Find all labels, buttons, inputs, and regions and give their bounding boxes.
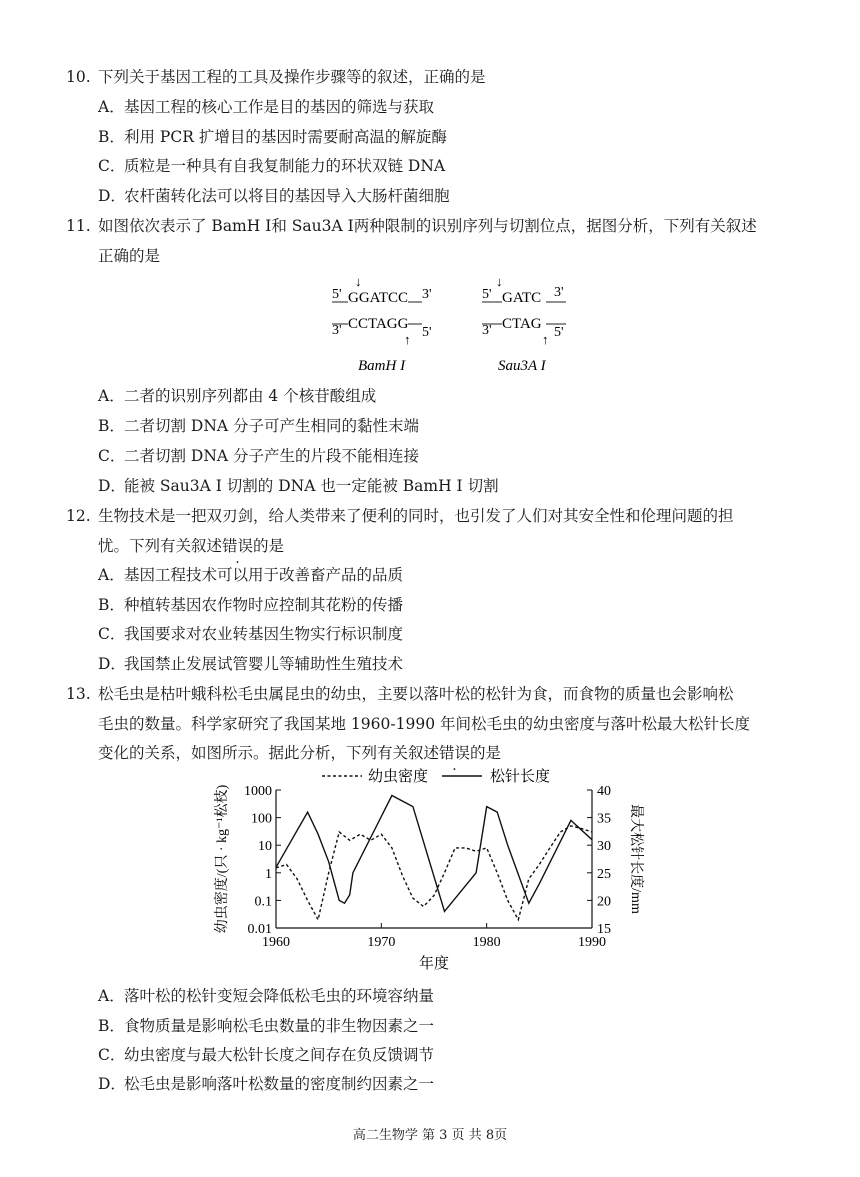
cut-arrow-down-icon: ↓ [496, 274, 503, 289]
legend-label: 松针长度 [490, 769, 551, 785]
option-a [98, 561, 403, 591]
option-letter: D． [98, 477, 126, 495]
enzyme-label: Sau3A I [498, 358, 546, 374]
prime-3: 3' [482, 323, 492, 338]
option-c [98, 620, 403, 650]
y-left-tick-label: 100 [251, 811, 272, 827]
option-b [98, 591, 403, 621]
emphasis-text: 错误 [222, 537, 254, 555]
y-right-tick-label: 35 [597, 811, 611, 827]
option-a [98, 93, 434, 123]
option-letter: C． [98, 157, 126, 175]
legend-label: 幼虫密度 [368, 769, 429, 785]
question-stem: 下列关于基因工程的工具及操作步骤等的叙述，正确的是 [98, 68, 486, 86]
chart-legend [322, 767, 550, 785]
option-text: 食物质量是影响松毛虫数量的非生物因素之一 [124, 1017, 435, 1035]
y-right-tick-label: 40 [597, 784, 611, 799]
page-footer: 高二生物学 第 3 页 共 8页 [352, 1128, 508, 1143]
option-text: 农杆菌转化法可以将目的基因导入大肠杆菌细胞 [124, 187, 450, 205]
x-tick-label: 1980 [472, 935, 501, 950]
question-stem: 松毛虫是枯叶蛾科松毛虫属昆虫的幼虫，主要以落叶松的松针为食，而食物的质量也会影响松 [98, 685, 734, 703]
stem-text: 变化的关系，如图所示。据此分析，下列有关叙述 [98, 744, 440, 762]
prime-3: 3' [422, 287, 432, 302]
y-left-tick-label: 0.01 [247, 922, 272, 937]
option-b [98, 412, 419, 442]
option-letter: D． [98, 655, 126, 673]
option-text: 基因工程技术可以用于改善畜产品的品质 [124, 566, 404, 584]
option-text: 利用 PCR 扩增目的基因时需要耐高温的解旋酶 [124, 128, 447, 146]
sau3ai-site [482, 274, 566, 374]
option-text: 种植转基因农作物时应控制其花粉的传播 [124, 596, 404, 614]
option-a [98, 382, 376, 412]
option-c [98, 152, 445, 182]
x-tick-label: 1960 [262, 935, 290, 950]
top-strand: GGATCC [348, 290, 409, 306]
question-stem-continued: 毛虫的数量。科学家研究了我国某地 1960-1990 年间松毛虫的幼虫密度与落叶松最大松针长度 [98, 715, 750, 733]
cut-arrow-up-icon: ↑ [404, 332, 411, 347]
y-axis-right-label: 最大松针长度/mm [628, 804, 643, 914]
question-stem-continued [98, 739, 501, 769]
y-axis-left-label: 幼虫密度/(只 · kg⁻¹松枝) [215, 784, 230, 934]
question-stem: 如图依次表示了 BamH I和 Sau3A I两种限制的识别序列与切割位点，据图分析，下列有关叙述 [98, 217, 757, 235]
y-right-tick-label: 15 [597, 922, 611, 937]
option-text: 我国禁止发展试管婴儿等辅助性生殖技术 [124, 655, 404, 673]
prime-3: 3' [554, 285, 564, 300]
option-text: 二者的识别序列都由 4 个核苷酸组成 [124, 387, 377, 405]
prime-5: 5' [554, 325, 564, 340]
chart-axes [213, 784, 645, 972]
emphasis-text: 错误 [439, 744, 471, 762]
x-tick-label: 1970 [367, 935, 396, 950]
y-left-tick-label: 1 [265, 866, 272, 882]
stem-text: 忧。下列有关叙述 [98, 537, 223, 555]
stem-text: 的是 [253, 537, 285, 555]
question-stem-continued [98, 532, 284, 562]
bottom-strand: CCTAGG [348, 316, 409, 332]
option-letter: D． [98, 1075, 126, 1093]
question-10 [66, 63, 486, 93]
x-axis-label: 年度 [418, 956, 450, 972]
option-letter: B． [98, 1017, 125, 1035]
option-text: 落叶松的松针变短会降低松毛虫的环境容纳量 [124, 987, 435, 1005]
prime-5: 5' [332, 287, 342, 302]
option-letter: B． [98, 417, 125, 435]
question-stem-continued: 正确的是 [98, 247, 161, 265]
prime-5: 5' [422, 325, 432, 340]
prime-3: 3' [332, 323, 342, 338]
question-12 [66, 502, 734, 532]
option-text: 能被 Sau3A I 切割的 DNA 也一定能被 BamH I 切割 [124, 477, 499, 495]
option-text: 松毛虫是影响落叶松数量的密度制约因素之一 [124, 1075, 435, 1093]
option-a [98, 982, 434, 1012]
question-number: 13. [66, 685, 91, 703]
option-d [98, 650, 403, 680]
option-text: 二者切割 DNA 分子可产生相同的黏性末端 [124, 417, 420, 435]
option-letter: D． [98, 187, 126, 205]
option-b [98, 123, 447, 153]
question-number: 10. [66, 68, 91, 86]
option-text: 基因工程的核心工作是目的基因的筛选与获取 [124, 98, 435, 116]
chart-series [276, 796, 592, 920]
cut-arrow-down-icon: ↓ [355, 274, 362, 289]
option-letter: A． [98, 566, 125, 584]
option-d [98, 472, 499, 502]
question-number: 12. [66, 507, 91, 525]
y-right-tick-label: 20 [597, 894, 611, 910]
y-right-tick-label: 30 [597, 839, 611, 855]
y-right-tick-label: 25 [597, 866, 611, 882]
bamhi-site [332, 274, 432, 374]
option-b [98, 1012, 434, 1042]
option-c [98, 442, 419, 472]
option-letter: B． [98, 596, 125, 614]
option-letter: A． [98, 98, 125, 116]
question-number: 11. [66, 217, 91, 235]
pine-caterpillar-chart [200, 766, 660, 980]
enzyme-label: BamH I [358, 358, 406, 374]
stem-text: 的是 [470, 744, 502, 762]
option-text: 幼虫密度与最大松针长度之间存在负反馈调节 [124, 1046, 435, 1064]
option-letter: A． [98, 387, 125, 405]
question-11 [66, 212, 757, 242]
option-d [98, 1070, 434, 1100]
y-left-tick-label: 10 [258, 839, 272, 855]
prime-5: 5' [482, 287, 492, 302]
option-letter: C． [98, 625, 126, 643]
option-letter: B． [98, 128, 125, 146]
option-d [98, 182, 450, 212]
bottom-strand: CTAG [502, 316, 542, 332]
x-tick-label: 1990 [578, 935, 606, 950]
option-text: 质粒是一种具有自我复制能力的环状双链 DNA [124, 157, 446, 175]
option-letter: A． [98, 987, 125, 1005]
option-text: 我国要求对农业转基因生物实行标识制度 [124, 625, 404, 643]
question-13 [66, 680, 734, 710]
y-left-tick-label: 1000 [244, 784, 272, 799]
option-c [98, 1041, 434, 1071]
top-strand: GATC [502, 290, 542, 306]
question-stem: 生物技术是一把双刃剑，给人类带来了便利的同时，也引发了人们对其安全性和伦理问题的担 [98, 507, 734, 525]
option-letter: C． [98, 447, 126, 465]
cut-arrow-up-icon: ↑ [542, 332, 549, 347]
y-left-tick-label: 0.1 [254, 894, 272, 910]
option-text: 二者切割 DNA 分子产生的片段不能相连接 [124, 447, 420, 465]
option-letter: C． [98, 1046, 126, 1064]
restriction-sites-figure [320, 272, 600, 382]
